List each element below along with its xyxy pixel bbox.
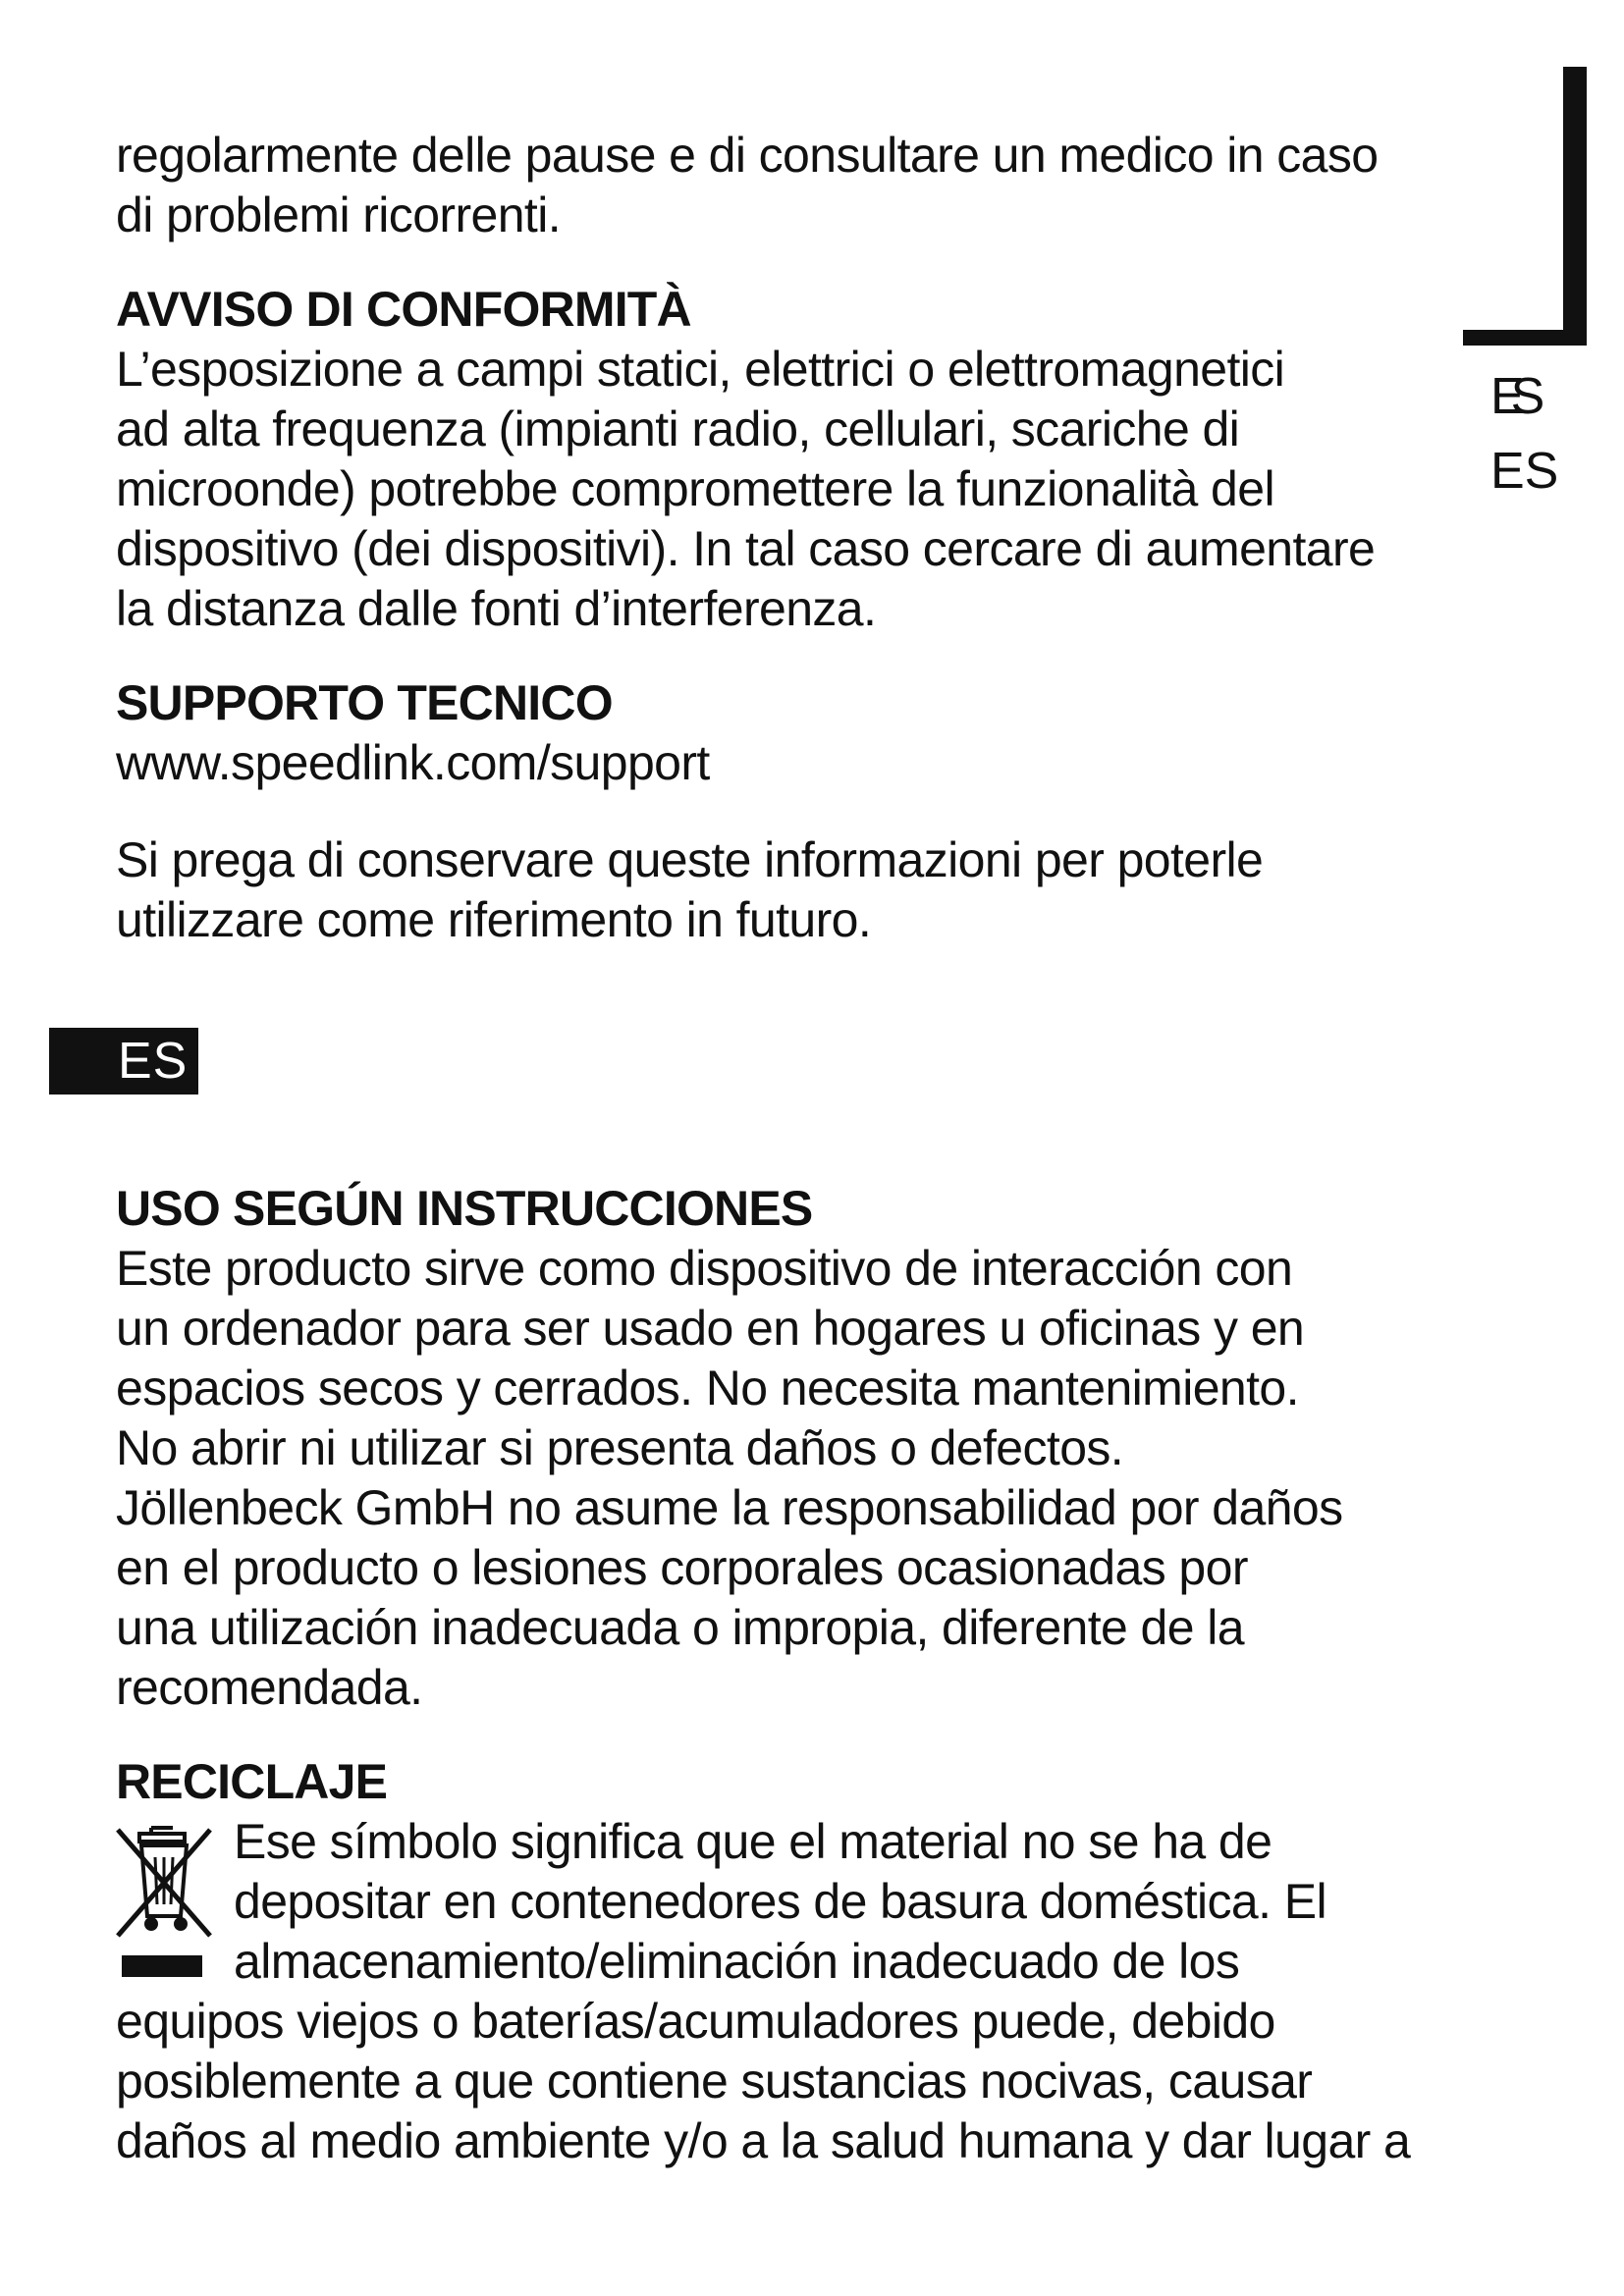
- paragraph-line: Jöllenbeck GmbH no asume la responsabilidad por daños: [116, 1480, 1343, 1535]
- recycling-block: [116, 1812, 1422, 1992]
- paragraph-line: utilizzare come riferimento in futuro.: [116, 892, 872, 947]
- paragraph-line: ad alta frequenza (impianti radio, cellulari, scariche di: [116, 401, 1240, 456]
- paragraph-line: almacenamiento/eliminación inadecuado de los: [234, 1934, 1240, 1989]
- crossed-out-wheelie-bin-icon: [112, 1820, 216, 1942]
- paragraph-line: espacios secos y cerrados. No necesita mantenimiento.: [116, 1361, 1299, 1415]
- paragraph-line: en el producto o lesiones corporales ocasionadas por: [116, 1540, 1248, 1595]
- paragraph-line: di problemi ricorrenti.: [116, 187, 562, 242]
- paragraph-line: Ese símbolo significa que el material no se ha de: [234, 1814, 1272, 1869]
- paragraph-line: la distanza dalle fonti d’interferenza.: [116, 581, 877, 636]
- section-heading-recycling: RECICLAJE: [116, 1754, 388, 1809]
- paragraph-line: Si prega di conservare queste informazioni per poterle: [116, 832, 1264, 887]
- section-heading-support: SUPPORTO TECNICO: [116, 675, 613, 730]
- paragraph-line: dispositivo (dei dispositivi). In tal caso cercare di aumentare: [116, 521, 1376, 576]
- paragraph-line: No abrir ni utilizar si presenta daños o defectos.: [116, 1420, 1124, 1475]
- paragraph-line: regolarmente delle pause e di consultare un medico in caso: [116, 128, 1379, 183]
- paragraph-line: un ordenador para ser usado en hogares u oficinas y en: [116, 1301, 1305, 1356]
- manual-page-content: [116, 126, 1422, 2171]
- paragraph-line: depositar en contenedores de basura doméstica. El: [234, 1874, 1326, 1929]
- recycling-symbol-bar: [122, 1955, 202, 1977]
- section-tab-label: ES: [1490, 443, 1559, 500]
- paragraph-line: daños al medio ambiente y/o a la salud humana y dar lugar a: [116, 2113, 1411, 2168]
- section-heading-intended-use: USO SEGÚN INSTRUCCIONES: [116, 1181, 813, 1236]
- paragraph-line: equipos viejos o baterías/acumuladores puede, debido: [116, 1994, 1275, 2049]
- section-tab-bar-horizontal: [1463, 330, 1587, 346]
- paragraph-line: posiblemente a que contiene sustancias nocivas, causar: [116, 2054, 1313, 2109]
- paragraph-line: Este producto sirve como dispositivo de interacción con: [116, 1241, 1293, 1296]
- paragraph-line: recomendada.: [116, 1660, 423, 1715]
- paragraph-line: una utilización inadecuada o impropia, diferente de la: [116, 1600, 1244, 1655]
- section-heading-conformity: AVVISO DI CONFORMITÀ: [116, 282, 691, 337]
- section-tab-bar-vertical: [1563, 67, 1587, 346]
- paragraph-line: L’esposizione a campi statici, elettrici o elettromagnetici: [116, 342, 1285, 397]
- language-badge-es: ES: [49, 1028, 198, 1095]
- support-url: www.speedlink.com/support: [116, 735, 710, 790]
- paragraph-line: microonde) potrebbe compromettere la funzionalità del: [116, 461, 1274, 516]
- section-tab-label-overlapped: ES: [1490, 368, 1532, 425]
